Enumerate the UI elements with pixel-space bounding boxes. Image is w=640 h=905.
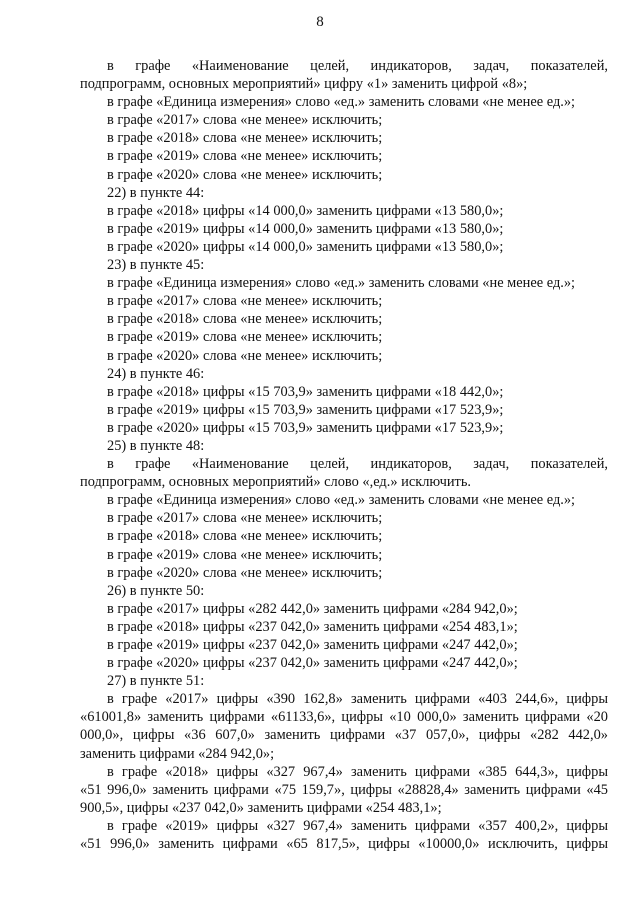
text-line: в графе «2019» цифры «327 967,4» заменить цифрами «357 400,2», цифры: [107, 817, 608, 834]
text-line: в графе «2020» слова «не менее» исключить;: [107, 564, 383, 581]
text-line: «51 996,0» заменить цифрами «65 817,5», цифры «10000,0» исключить, цифры: [80, 836, 608, 853]
text-line: в графе «2020» цифры «237 042,0» заменить цифрами «247 442,0»;: [107, 655, 518, 672]
document-body: [80, 57, 608, 853]
text-line: в графе «2019» слова «не менее» исключить;: [107, 546, 383, 563]
text-line: в графе «2019» цифры «237 042,0» заменить цифрами «247 442,0»;: [107, 637, 518, 653]
text-line: в графе «2017» цифры «390 162,8» заменить цифрами «403 244,6», цифры: [107, 691, 608, 708]
text-line: в графе «2018» цифры «327 967,4» заменить цифрами «385 644,3», цифры: [107, 763, 608, 780]
text-line: 22) в пункте 44:: [107, 184, 205, 201]
text-line: в графе «2020» цифры «15 703,9» заменить цифрами «17 523,9»;: [107, 419, 504, 436]
text-line: в графе «2017» цифры «282 442,0» заменить цифрами «284 942,0»;: [107, 600, 518, 617]
text-line: в графе «2019» слова «не менее» исключить;: [107, 329, 383, 346]
text-line: 24) в пункте 46:: [107, 365, 205, 382]
text-line: заменить цифрами «284 942,0»;: [80, 745, 275, 762]
text-line: 900,5», цифры «237 042,0» заменить цифрами «254 483,1»;: [80, 799, 442, 816]
text-line: 000,0», цифры «36 607,0» заменить цифрами «37 057,0», цифры «282 442,0»: [80, 727, 608, 744]
text-line: «51 996,0» заменить цифрами «75 159,7», цифры «28828,4» заменить цифрами «45: [80, 781, 608, 798]
text-line: в графе «2019» слова «не менее» исключить;: [107, 148, 383, 165]
text-line: в графе «Наименование целей, индикаторов, задач, показателей,: [107, 456, 608, 473]
text-line: в графе «2018» слова «не менее» исключить;: [107, 311, 383, 328]
text-line: в графе «Единица измерения» слово «ед.» заменить словами «не менее ед.»;: [107, 275, 576, 292]
text-line: в графе «2017» слова «не менее» исключить;: [107, 293, 383, 310]
text-line: 25) в пункте 48:: [107, 437, 205, 454]
text-line: в графе «2018» цифры «237 042,0» заменить цифрами «254 483,1»;: [107, 618, 518, 635]
text-line: «61001,8» заменить цифрами «61133,6», цифры «10 000,0» заменить цифрами «20: [80, 709, 608, 726]
text-line: в графе «2017» слова «не менее» исключить;: [107, 112, 383, 129]
text-line: в графе «Единица измерения» слово «ед.» заменить словами «не менее ед.»;: [107, 492, 576, 509]
text-line: в графе «Наименование целей, индикаторов, задач, показателей,: [107, 58, 608, 74]
text-line: в графе «2018» слова «не менее» исключить;: [107, 130, 383, 147]
text-line: в графе «2020» слова «не менее» исключить;: [107, 166, 383, 183]
page-number: 8: [316, 14, 324, 30]
text-line: в графе «2018» слова «не менее» исключить;: [107, 528, 383, 545]
text-line: 23) в пункте 45:: [107, 257, 205, 274]
text-line: в графе «2020» цифры «14 000,0» заменить цифрами «13 580,0»;: [107, 238, 504, 255]
text-line: в графе «2017» слова «не менее» исключить;: [107, 510, 383, 527]
text-line: в графе «2018» цифры «14 000,0» заменить цифрами «13 580,0»;: [107, 202, 504, 219]
text-line: подпрограмм, основных мероприятий» слово «,ед.» исключить.: [80, 474, 471, 491]
text-line: в графе «2018» цифры «15 703,9» заменить цифрами «18 442,0»;: [107, 383, 504, 400]
text-line: подпрограмм, основных мероприятий» цифру «1» заменить цифрой «8»;: [80, 76, 528, 93]
text-line: в графе «2020» слова «не менее» исключить;: [107, 347, 383, 364]
text-line: 27) в пункте 51:: [107, 673, 205, 690]
text-line: в графе «2019» цифры «14 000,0» заменить цифрами «13 580,0»;: [107, 220, 504, 237]
text-line: в графе «2019» цифры «15 703,9» заменить цифрами «17 523,9»;: [107, 401, 504, 418]
text-line: в графе «Единица измерения» слово «ед.» заменить словами «не менее ед.»;: [107, 94, 576, 111]
text-line: 26) в пункте 50:: [107, 582, 205, 599]
